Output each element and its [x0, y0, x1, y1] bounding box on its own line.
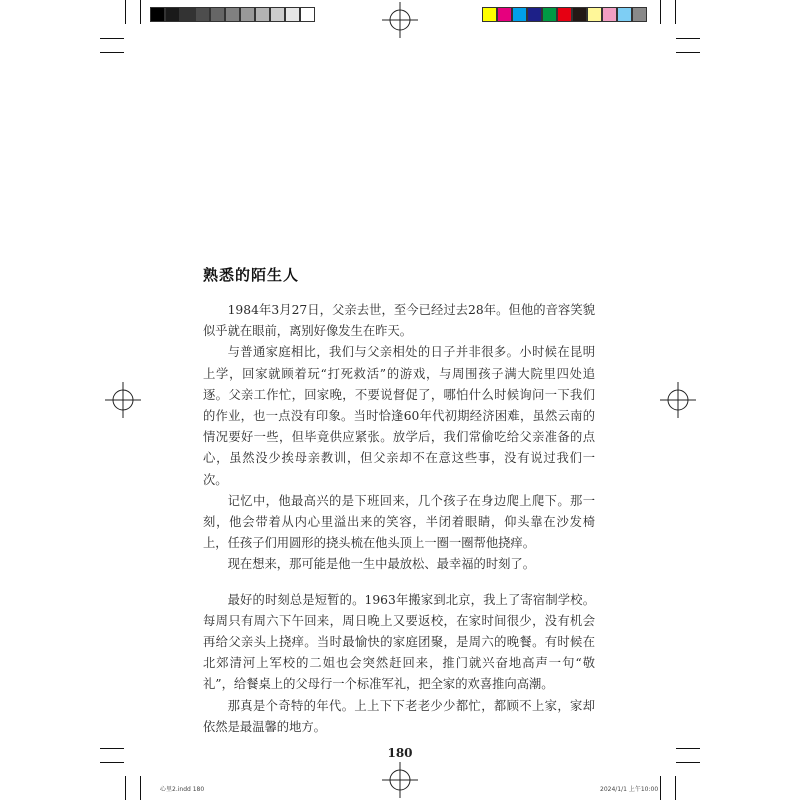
color-swatch: [165, 7, 180, 22]
crop-mark: [125, 0, 126, 24]
color-swatch: [527, 7, 542, 22]
process-color-bar: [482, 7, 647, 22]
crop-mark: [125, 776, 126, 800]
body-text: [203, 300, 595, 738]
color-swatch: [587, 7, 602, 22]
paragraph: 1984年3月27日，父亲去世，至今已经过去28年。但他的音容笑貌似乎就在眼前，离别好像发生在昨天。: [203, 303, 595, 339]
crop-mark: [660, 0, 661, 24]
color-swatch: [602, 7, 617, 22]
color-swatch: [300, 7, 315, 22]
color-swatch: [512, 7, 527, 22]
slug-filename: 心里2.indd 180: [160, 786, 205, 793]
color-swatch: [617, 7, 632, 22]
color-swatch: [542, 7, 557, 22]
registration-mark-bottom-icon: [382, 762, 418, 798]
paragraph: 与普通家庭相比，我们与父亲相处的日子并非很多。小时候在昆明上学，回家就顾着玩“打死救活”的游戏，与周围孩子满大院里四处追逐。父亲工作忙，回家晚，不要说督促了，哪怕什么时候询问一下我们的作业，也一点没有印象。当时恰逢60年代初期经济困难，虽然云南的情况要好一些，但毕竟供应紧张。放学后，我们常偷吃给父亲准备的点心，虽然没少挨母亲教训，但父亲却不在意这些事，没有说过我们一次。: [203, 345, 595, 487]
crop-mark: [100, 38, 124, 39]
color-swatch: [180, 7, 195, 22]
crop-mark: [140, 776, 141, 800]
crop-mark: [676, 762, 700, 763]
crop-mark: [140, 0, 141, 24]
color-swatch: [210, 7, 225, 22]
color-swatch: [270, 7, 285, 22]
crop-mark: [675, 0, 676, 24]
color-swatch: [195, 7, 210, 22]
page-title: 熟悉的陌生人: [203, 266, 300, 284]
color-swatch: [255, 7, 270, 22]
color-swatch: [482, 7, 497, 22]
color-swatch: [632, 7, 647, 22]
color-swatch: [572, 7, 587, 22]
crop-mark: [100, 762, 124, 763]
color-swatch: [285, 7, 300, 22]
crop-mark: [675, 776, 676, 800]
registration-mark-left-icon: [105, 382, 141, 418]
paragraph: 现在想来，那可能是他一生中最放松、最幸福的时刻了。: [227, 557, 536, 572]
color-swatch: [557, 7, 572, 22]
color-swatch: [225, 7, 240, 22]
color-swatch: [497, 7, 512, 22]
page-number: 180: [387, 746, 413, 760]
color-swatch: [150, 7, 165, 22]
crop-mark: [676, 52, 700, 53]
paragraph: 最好的时刻总是短暂的。1963年搬家到北京，我上了寄宿制学校。每周只有周六下午回来，周日晚上又要返校，在家时间很少，没有机会再给父亲头上挠痒。当时最愉快的家庭团聚，是周六的晚餐。有时候在北郊清河上军校的二姐也会突然赶回来，推门就兴奋地高声一句“敬礼”，给餐桌上的父母行一个标准军礼，把全家的欢喜推向高潮。: [203, 592, 595, 692]
slug-timestamp: 2024/1/1 上午10:00: [600, 786, 659, 793]
paragraph: 记忆中，他最高兴的是下班回来，几个孩子在身边爬上爬下。那一刻，他会带着从内心里溢出来的笑容，半闭着眼睛，仰头靠在沙发椅上，任孩子们用圆形的挠头梳在他头顶上一圈一圈帮他挠痒。: [203, 493, 595, 551]
crop-mark: [100, 52, 124, 53]
crop-mark: [660, 776, 661, 800]
registration-mark-top-icon: [382, 2, 418, 38]
paragraph: 那真是个奇特的年代。上上下下老老少少都忙，都顾不上家，家却依然是最温馨的地方。: [203, 698, 595, 734]
registration-mark-right-icon: [660, 382, 696, 418]
crop-mark: [676, 38, 700, 39]
color-swatch: [240, 7, 255, 22]
gray-color-bar: [150, 7, 315, 22]
